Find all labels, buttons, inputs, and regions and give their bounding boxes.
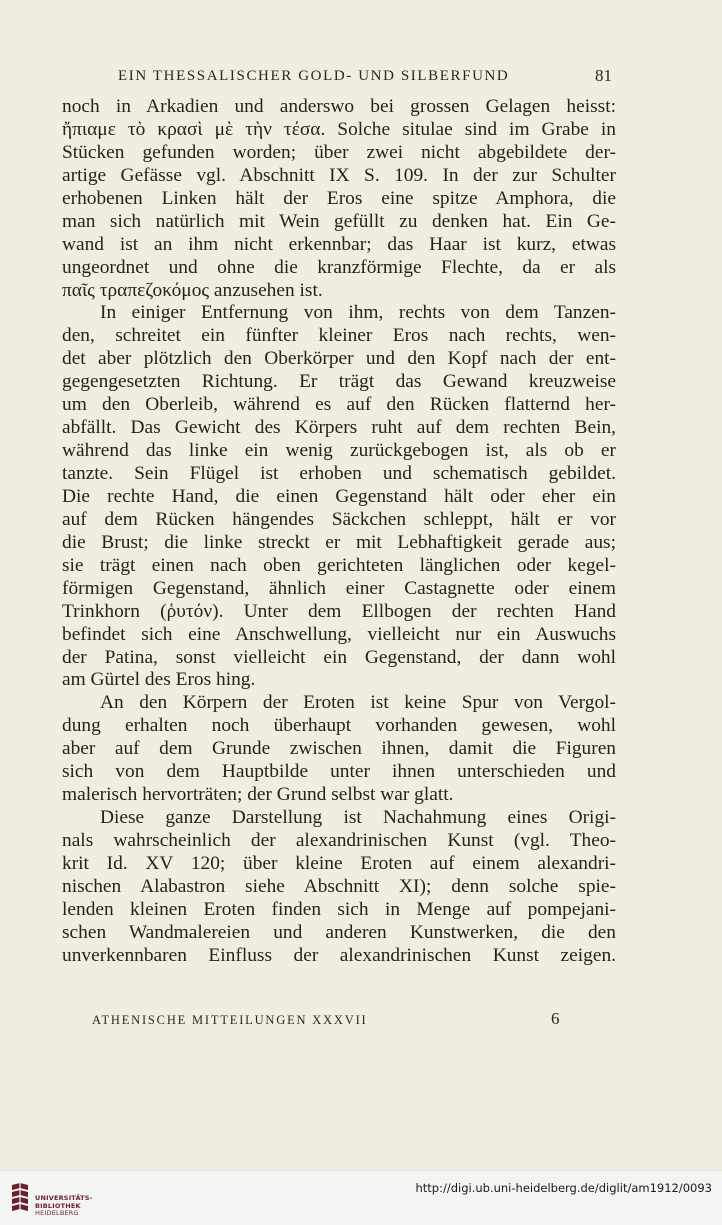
text-line: unverkennbaren Einfluss der alexandrinischen Kunst zeigen. <box>62 944 616 966</box>
logo-line: BIBLIOTHEK <box>35 1201 81 1210</box>
text-line: förmigen Gegenstand, ähnlich einer Castagnette oder einem <box>62 577 616 599</box>
text-line: Diese ganze Darstellung ist Nachahmung eines Origi- <box>100 807 616 829</box>
body-text <box>62 96 616 968</box>
text-line: tanzte. Sein Flügel ist erhoben und schematisch gebildet. <box>62 463 616 484</box>
sheet-number: 6 <box>551 1009 560 1028</box>
text-line: während das linke ein wenig zurückgebogen ist, als ob er <box>62 440 616 462</box>
text-line: man sich natürlich mit Wein gefüllt zu denken hat. Ein Ge- <box>62 210 616 232</box>
text-line: um den Oberleib, während es auf den Rücken flatternd her- <box>62 394 616 416</box>
text-line: lenden kleinen Eroten finden sich in Menge auf pompejani- <box>62 898 616 920</box>
running-head <box>62 66 614 88</box>
text-line: noch in Arkadien und anderswo bei grossen Gelagen heisst: <box>62 96 616 117</box>
text-line: nischen Alabastron siehe Abschnitt XI); denn solche spie- <box>62 875 616 897</box>
text-line: erhobenen Linken hält der Eros eine spitze Amphora, die <box>62 187 616 209</box>
text-line: ungeordnet und ohne die kranzförmige Flechte, da er als <box>62 256 616 278</box>
logo-line: UNIVERSITÄTS- <box>35 1194 93 1202</box>
permalink-url[interactable]: http://digi.ub.uni-heidelberg.de/diglit/am1912/0093 <box>415 1181 712 1195</box>
text-line: An den Körpern der Eroten ist keine Spur von Vergol- <box>100 692 616 714</box>
text-line: aber auf dem Grunde zwischen ihnen, damit die Figuren <box>62 738 616 760</box>
text-line: sich von dem Hauptbilde unter ihnen unterschieden und <box>62 761 616 783</box>
viewer-footer-bar <box>0 1170 722 1225</box>
text-line: auf dem Rücken hängendes Säckchen schleppt, hält er vor <box>62 508 616 530</box>
library-logo-icon <box>8 1181 32 1217</box>
text-line: die Brust; die linke streckt er mit Lebhaftigkeit gerade aus; <box>62 531 616 553</box>
footer-signature: ATHENISCHE MITTEILUNGEN XXXVII <box>92 1013 368 1027</box>
library-logo-text <box>35 1195 93 1218</box>
library-logo[interactable] <box>8 1181 128 1217</box>
text-line: Die rechte Hand, die einen Gegenstand hält oder eher ein <box>62 485 616 507</box>
text-line: In einiger Entfernung von ihm, rechts von dem Tanzen- <box>100 302 616 324</box>
text-line: Stücken gefunden worden; über zwei nicht abgebildete der- <box>62 141 616 163</box>
text-line: ἤπιαμε τὸ κρασὶ μὲ τὴν τέσα. Solche situlae sind im Grabe in <box>62 118 616 140</box>
text-line: befindet sich eine Anschwellung, vielleicht nur ein Auswuchs <box>62 623 616 645</box>
text-line: gegengesetzten Richtung. Er trägt das Gewand kreuzweise <box>62 371 616 393</box>
text-line: abfällt. Das Gewicht des Körpers ruht auf dem rechten Bein, <box>62 417 616 439</box>
text-line: krit Id. XV 120; über kleine Eroten auf einem alexandri- <box>62 852 616 874</box>
text-line: den, schreitet ein fünfter kleiner Eros nach rechts, wen- <box>62 325 616 347</box>
logo-line: HEIDELBERG <box>35 1209 79 1217</box>
text-line: am Gürtel des Eros hing. <box>62 669 256 691</box>
text-line: Trinkhorn (ῥυτόν). Unter dem Ellbogen der rechten Hand <box>62 600 616 622</box>
text-line: wand ist an ihm nicht erkennbar; das Haar ist kurz, etwas <box>62 233 616 255</box>
text-line: sie trägt einen nach oben gerichteten länglichen oder kegel- <box>62 554 616 576</box>
text-line: det aber plötzlich den Oberkörper und den Kopf nach der ent- <box>62 348 616 370</box>
text-line: nals wahrscheinlich der alexandrinischen Kunst (vgl. Theo- <box>62 830 616 851</box>
page-number: 81 <box>595 66 612 85</box>
text-line: dung erhalten noch überhaupt vorhanden gewesen, wohl <box>62 715 616 737</box>
text-line: schen Wandmalereien und anderen Kunstwerken, die den <box>62 921 616 943</box>
text-line: der Patina, sonst vielleicht ein Gegenstand, der dann wohl <box>62 646 616 668</box>
running-title: EIN THESSALISCHER GOLD- UND SILBERFUND <box>118 68 510 84</box>
text-line: artige Gefässe vgl. Abschnitt IX S. 109. In der zur Schulter <box>62 164 616 186</box>
text-line: malerisch hervorträten; der Grund selbst war glatt. <box>62 784 454 806</box>
text-line: παῖς τραπεζοκόμος anzusehen ist. <box>62 279 323 301</box>
